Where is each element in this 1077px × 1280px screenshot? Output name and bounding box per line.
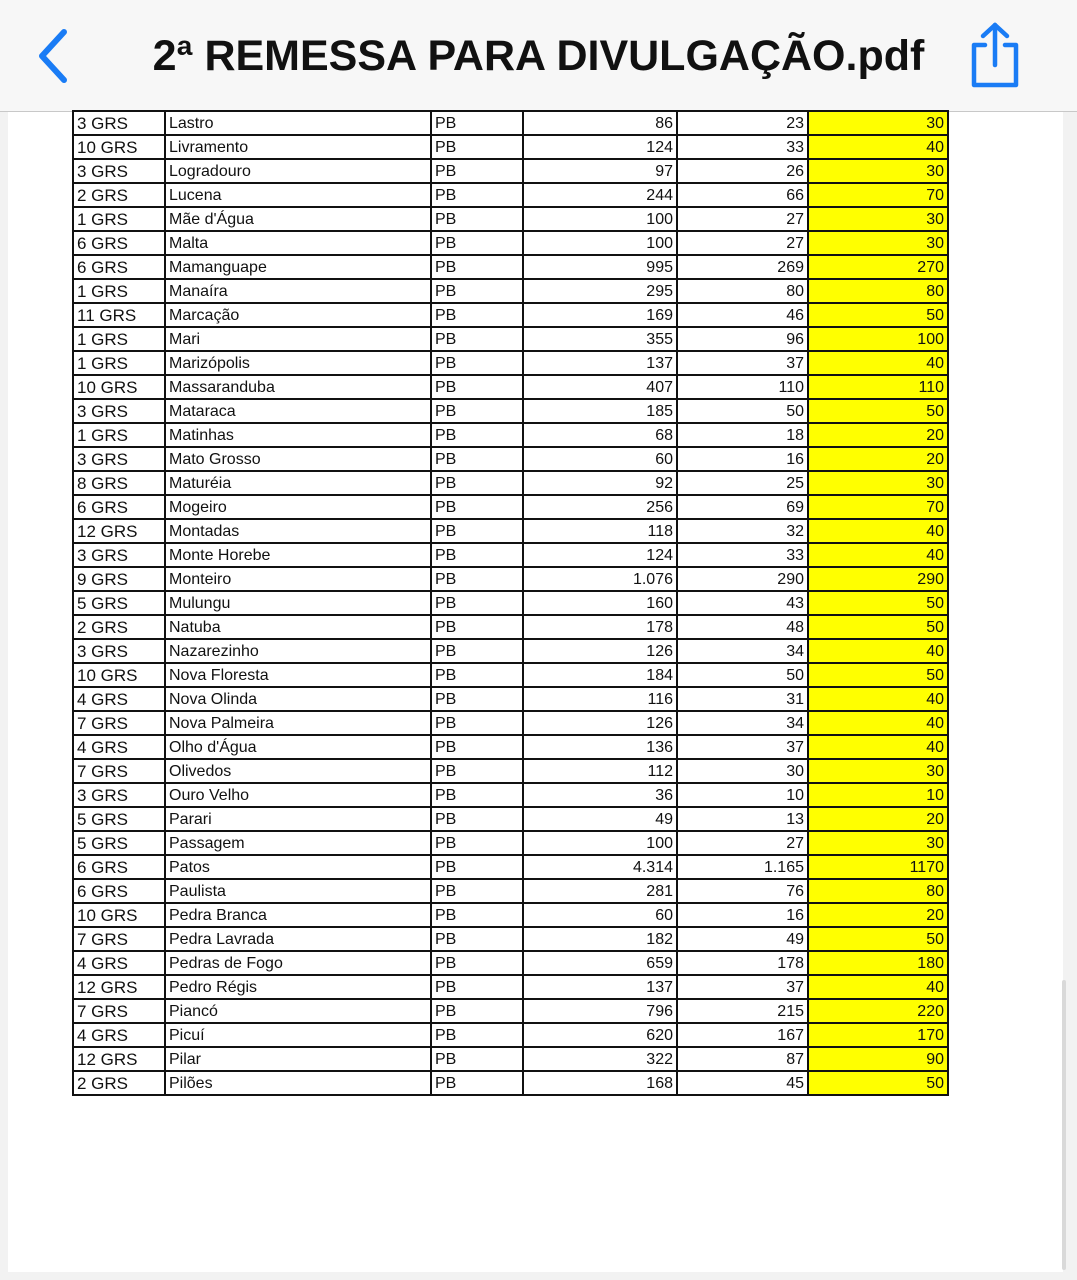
state-cell: PB: [431, 135, 523, 159]
allocated-cell: 40: [808, 687, 948, 711]
value-cell: 80: [677, 279, 808, 303]
value-cell: 37: [677, 351, 808, 375]
grs-cell: 5 GRS: [73, 831, 165, 855]
municipality-cell: Ouro Velho: [165, 783, 431, 807]
allocated-cell: 30: [808, 231, 948, 255]
state-cell: PB: [431, 183, 523, 207]
allocated-cell: 50: [808, 399, 948, 423]
grs-cell: 3 GRS: [73, 543, 165, 567]
grs-cell: 3 GRS: [73, 447, 165, 471]
municipality-cell: Piancó: [165, 999, 431, 1023]
value-cell: 295: [523, 279, 677, 303]
state-cell: PB: [431, 447, 523, 471]
allocated-cell: 50: [808, 615, 948, 639]
value-cell: 620: [523, 1023, 677, 1047]
state-cell: PB: [431, 903, 523, 927]
value-cell: 60: [523, 903, 677, 927]
value-cell: 16: [677, 903, 808, 927]
allocated-cell: 170: [808, 1023, 948, 1047]
municipality-cell: Logradouro: [165, 159, 431, 183]
grs-cell: 6 GRS: [73, 495, 165, 519]
value-cell: 137: [523, 351, 677, 375]
value-cell: 124: [523, 543, 677, 567]
table-row: [73, 303, 948, 327]
state-cell: PB: [431, 855, 523, 879]
table-row: [73, 879, 948, 903]
state-cell: PB: [431, 807, 523, 831]
value-cell: 1.165: [677, 855, 808, 879]
municipality-cell: Monteiro: [165, 567, 431, 591]
municipality-cell: Lucena: [165, 183, 431, 207]
table-row: [73, 927, 948, 951]
value-cell: 169: [523, 303, 677, 327]
table-row: [73, 159, 948, 183]
table-row: [73, 447, 948, 471]
value-cell: 26: [677, 159, 808, 183]
state-cell: PB: [431, 1023, 523, 1047]
municipality-cell: Pedra Branca: [165, 903, 431, 927]
allocated-cell: 40: [808, 351, 948, 375]
table-row: [73, 471, 948, 495]
value-cell: 34: [677, 639, 808, 663]
value-cell: 87: [677, 1047, 808, 1071]
state-cell: PB: [431, 951, 523, 975]
municipality-cell: Matinhas: [165, 423, 431, 447]
pdf-page[interactable]: [8, 112, 1063, 1272]
value-cell: 27: [677, 831, 808, 855]
table-row: [73, 543, 948, 567]
municipality-cell: Malta: [165, 231, 431, 255]
grs-cell: 4 GRS: [73, 735, 165, 759]
table-row: [73, 591, 948, 615]
allocated-cell: 20: [808, 807, 948, 831]
value-cell: 116: [523, 687, 677, 711]
value-cell: 118: [523, 519, 677, 543]
grs-cell: 12 GRS: [73, 519, 165, 543]
municipality-cell: Mari: [165, 327, 431, 351]
state-cell: PB: [431, 687, 523, 711]
municipality-cell: Mogeiro: [165, 495, 431, 519]
value-cell: 178: [523, 615, 677, 639]
grs-cell: 1 GRS: [73, 423, 165, 447]
value-cell: 66: [677, 183, 808, 207]
municipality-cell: Mulungu: [165, 591, 431, 615]
table-row: [73, 903, 948, 927]
allocated-cell: 50: [808, 303, 948, 327]
allocation-table: [72, 110, 949, 1096]
municipality-cell: Maturéia: [165, 471, 431, 495]
allocated-cell: 20: [808, 447, 948, 471]
value-cell: 13: [677, 807, 808, 831]
municipality-cell: Pilar: [165, 1047, 431, 1071]
value-cell: 184: [523, 663, 677, 687]
table-row: [73, 231, 948, 255]
share-button[interactable]: [962, 18, 1028, 94]
allocated-cell: 30: [808, 159, 948, 183]
allocated-cell: 90: [808, 1047, 948, 1071]
value-cell: 124: [523, 135, 677, 159]
value-cell: 322: [523, 1047, 677, 1071]
allocated-cell: 40: [808, 543, 948, 567]
grs-cell: 4 GRS: [73, 1023, 165, 1047]
state-cell: PB: [431, 591, 523, 615]
value-cell: 16: [677, 447, 808, 471]
value-cell: 27: [677, 231, 808, 255]
share-icon: [966, 21, 1024, 91]
state-cell: PB: [431, 615, 523, 639]
table-row: [73, 975, 948, 999]
allocated-cell: 1170: [808, 855, 948, 879]
value-cell: 290: [677, 567, 808, 591]
value-cell: 33: [677, 135, 808, 159]
municipality-cell: Monte Horebe: [165, 543, 431, 567]
allocated-cell: 50: [808, 927, 948, 951]
value-cell: 167: [677, 1023, 808, 1047]
value-cell: 995: [523, 255, 677, 279]
municipality-cell: Manaíra: [165, 279, 431, 303]
value-cell: 100: [523, 207, 677, 231]
allocated-cell: 40: [808, 639, 948, 663]
state-cell: PB: [431, 735, 523, 759]
value-cell: 49: [677, 927, 808, 951]
grs-cell: 1 GRS: [73, 327, 165, 351]
allocated-cell: 30: [808, 111, 948, 135]
state-cell: PB: [431, 255, 523, 279]
value-cell: 36: [523, 783, 677, 807]
allocated-cell: 30: [808, 759, 948, 783]
municipality-cell: Lastro: [165, 111, 431, 135]
allocated-cell: 40: [808, 135, 948, 159]
grs-cell: 1 GRS: [73, 351, 165, 375]
grs-cell: 5 GRS: [73, 807, 165, 831]
state-cell: PB: [431, 471, 523, 495]
value-cell: 110: [677, 375, 808, 399]
value-cell: 31: [677, 687, 808, 711]
value-cell: 659: [523, 951, 677, 975]
value-cell: 37: [677, 735, 808, 759]
municipality-cell: Pedro Régis: [165, 975, 431, 999]
state-cell: PB: [431, 207, 523, 231]
municipality-cell: Natuba: [165, 615, 431, 639]
grs-cell: 7 GRS: [73, 927, 165, 951]
table-row: [73, 399, 948, 423]
table-row: [73, 783, 948, 807]
state-cell: PB: [431, 759, 523, 783]
value-cell: 92: [523, 471, 677, 495]
value-cell: 46: [677, 303, 808, 327]
grs-cell: 7 GRS: [73, 999, 165, 1023]
table-row: [73, 687, 948, 711]
grs-cell: 6 GRS: [73, 255, 165, 279]
allocated-cell: 50: [808, 591, 948, 615]
municipality-cell: Mamanguape: [165, 255, 431, 279]
value-cell: 4.314: [523, 855, 677, 879]
grs-cell: 1 GRS: [73, 279, 165, 303]
grs-cell: 7 GRS: [73, 711, 165, 735]
navigation-bar: [0, 0, 1077, 112]
value-cell: 34: [677, 711, 808, 735]
value-cell: 168: [523, 1071, 677, 1095]
municipality-cell: Pedras de Fogo: [165, 951, 431, 975]
value-cell: 76: [677, 879, 808, 903]
table-row: [73, 183, 948, 207]
chevron-left-icon: [34, 26, 74, 86]
table-row: [73, 615, 948, 639]
value-cell: 137: [523, 975, 677, 999]
municipality-cell: Nova Olinda: [165, 687, 431, 711]
table-row: [73, 327, 948, 351]
state-cell: PB: [431, 279, 523, 303]
table-row: [73, 951, 948, 975]
state-cell: PB: [431, 111, 523, 135]
grs-cell: 2 GRS: [73, 615, 165, 639]
allocated-cell: 30: [808, 831, 948, 855]
allocated-cell: 110: [808, 375, 948, 399]
grs-cell: 2 GRS: [73, 183, 165, 207]
grs-cell: 12 GRS: [73, 975, 165, 999]
table-row: [73, 639, 948, 663]
municipality-cell: Mataraca: [165, 399, 431, 423]
value-cell: 30: [677, 759, 808, 783]
table-row: [73, 351, 948, 375]
state-cell: PB: [431, 351, 523, 375]
municipality-cell: Patos: [165, 855, 431, 879]
grs-cell: 1 GRS: [73, 207, 165, 231]
allocated-cell: 290: [808, 567, 948, 591]
table-row: [73, 759, 948, 783]
table-row: [73, 1023, 948, 1047]
value-cell: 281: [523, 879, 677, 903]
allocated-cell: 70: [808, 183, 948, 207]
value-cell: 796: [523, 999, 677, 1023]
grs-cell: 3 GRS: [73, 111, 165, 135]
grs-cell: 8 GRS: [73, 471, 165, 495]
grs-cell: 10 GRS: [73, 135, 165, 159]
municipality-cell: Pedra Lavrada: [165, 927, 431, 951]
state-cell: PB: [431, 399, 523, 423]
grs-cell: 6 GRS: [73, 855, 165, 879]
table-row: [73, 519, 948, 543]
state-cell: PB: [431, 303, 523, 327]
allocated-cell: 100: [808, 327, 948, 351]
state-cell: PB: [431, 783, 523, 807]
municipality-cell: Livramento: [165, 135, 431, 159]
allocated-cell: 20: [808, 903, 948, 927]
value-cell: 407: [523, 375, 677, 399]
value-cell: 100: [523, 231, 677, 255]
municipality-cell: Montadas: [165, 519, 431, 543]
municipality-cell: Marcação: [165, 303, 431, 327]
value-cell: 97: [523, 159, 677, 183]
state-cell: PB: [431, 639, 523, 663]
municipality-cell: Mãe d'Água: [165, 207, 431, 231]
table-row: [73, 663, 948, 687]
value-cell: 37: [677, 975, 808, 999]
allocated-cell: 80: [808, 279, 948, 303]
value-cell: 10: [677, 783, 808, 807]
grs-cell: 10 GRS: [73, 375, 165, 399]
value-cell: 45: [677, 1071, 808, 1095]
value-cell: 178: [677, 951, 808, 975]
table-row: [73, 135, 948, 159]
value-cell: 1.076: [523, 567, 677, 591]
municipality-cell: Marizópolis: [165, 351, 431, 375]
allocated-cell: 40: [808, 975, 948, 999]
table-row: [73, 279, 948, 303]
value-cell: 160: [523, 591, 677, 615]
state-cell: PB: [431, 495, 523, 519]
municipality-cell: Parari: [165, 807, 431, 831]
value-cell: 136: [523, 735, 677, 759]
table-row: [73, 1047, 948, 1071]
value-cell: 96: [677, 327, 808, 351]
municipality-cell: Nazarezinho: [165, 639, 431, 663]
value-cell: 182: [523, 927, 677, 951]
municipality-cell: Paulista: [165, 879, 431, 903]
state-cell: PB: [431, 999, 523, 1023]
allocated-cell: 40: [808, 735, 948, 759]
grs-cell: 4 GRS: [73, 951, 165, 975]
value-cell: 269: [677, 255, 808, 279]
state-cell: PB: [431, 711, 523, 735]
table-row: [73, 1071, 948, 1095]
value-cell: 48: [677, 615, 808, 639]
state-cell: PB: [431, 327, 523, 351]
municipality-cell: Massaranduba: [165, 375, 431, 399]
allocated-cell: 220: [808, 999, 948, 1023]
scrollbar[interactable]: [1062, 980, 1066, 1270]
value-cell: 33: [677, 543, 808, 567]
grs-cell: 3 GRS: [73, 159, 165, 183]
value-cell: 69: [677, 495, 808, 519]
allocated-cell: 40: [808, 519, 948, 543]
state-cell: PB: [431, 519, 523, 543]
state-cell: PB: [431, 927, 523, 951]
allocated-cell: 270: [808, 255, 948, 279]
value-cell: 68: [523, 423, 677, 447]
state-cell: PB: [431, 1071, 523, 1095]
grs-cell: 6 GRS: [73, 231, 165, 255]
state-cell: PB: [431, 663, 523, 687]
grs-cell: 3 GRS: [73, 783, 165, 807]
value-cell: 256: [523, 495, 677, 519]
table-row: [73, 855, 948, 879]
allocated-cell: 20: [808, 423, 948, 447]
grs-cell: 6 GRS: [73, 879, 165, 903]
state-cell: PB: [431, 975, 523, 999]
table-row: [73, 207, 948, 231]
table-row: [73, 375, 948, 399]
value-cell: 86: [523, 111, 677, 135]
value-cell: 49: [523, 807, 677, 831]
document-title: 2ª REMESSA PARA DIVULGAÇÃO.pdf: [152, 32, 925, 80]
table-row: [73, 735, 948, 759]
grs-cell: 2 GRS: [73, 1071, 165, 1095]
value-cell: 355: [523, 327, 677, 351]
allocated-cell: 10: [808, 783, 948, 807]
allocated-cell: 30: [808, 207, 948, 231]
value-cell: 23: [677, 111, 808, 135]
municipality-cell: Olho d'Água: [165, 735, 431, 759]
value-cell: 185: [523, 399, 677, 423]
municipality-cell: Passagem: [165, 831, 431, 855]
table-row: [73, 831, 948, 855]
value-cell: 126: [523, 711, 677, 735]
grs-cell: 4 GRS: [73, 687, 165, 711]
value-cell: 215: [677, 999, 808, 1023]
grs-cell: 3 GRS: [73, 399, 165, 423]
value-cell: 50: [677, 399, 808, 423]
grs-cell: 10 GRS: [73, 663, 165, 687]
state-cell: PB: [431, 879, 523, 903]
allocated-cell: 180: [808, 951, 948, 975]
allocated-cell: 50: [808, 1071, 948, 1095]
grs-cell: 11 GRS: [73, 303, 165, 327]
allocated-cell: 80: [808, 879, 948, 903]
municipality-cell: Mato Grosso: [165, 447, 431, 471]
value-cell: 32: [677, 519, 808, 543]
state-cell: PB: [431, 543, 523, 567]
grs-cell: 10 GRS: [73, 903, 165, 927]
value-cell: 112: [523, 759, 677, 783]
allocated-cell: 40: [808, 711, 948, 735]
table-row: [73, 495, 948, 519]
table-row: [73, 423, 948, 447]
table-row: [73, 567, 948, 591]
value-cell: 27: [677, 207, 808, 231]
state-cell: PB: [431, 375, 523, 399]
grs-cell: 7 GRS: [73, 759, 165, 783]
grs-cell: 9 GRS: [73, 567, 165, 591]
value-cell: 126: [523, 639, 677, 663]
allocated-cell: 70: [808, 495, 948, 519]
value-cell: 43: [677, 591, 808, 615]
state-cell: PB: [431, 231, 523, 255]
value-cell: 18: [677, 423, 808, 447]
grs-cell: 5 GRS: [73, 591, 165, 615]
state-cell: PB: [431, 423, 523, 447]
value-cell: 60: [523, 447, 677, 471]
value-cell: 100: [523, 831, 677, 855]
allocated-cell: 50: [808, 663, 948, 687]
table-row: [73, 111, 948, 135]
table-row: [73, 255, 948, 279]
grs-cell: 12 GRS: [73, 1047, 165, 1071]
municipality-cell: Pilões: [165, 1071, 431, 1095]
value-cell: 50: [677, 663, 808, 687]
municipality-cell: Picuí: [165, 1023, 431, 1047]
municipality-cell: Nova Floresta: [165, 663, 431, 687]
state-cell: PB: [431, 831, 523, 855]
back-button[interactable]: [24, 24, 84, 88]
allocated-cell: 30: [808, 471, 948, 495]
table-row: [73, 711, 948, 735]
municipality-cell: Olivedos: [165, 759, 431, 783]
value-cell: 244: [523, 183, 677, 207]
municipality-cell: Nova Palmeira: [165, 711, 431, 735]
table-row: [73, 999, 948, 1023]
table-row: [73, 807, 948, 831]
grs-cell: 3 GRS: [73, 639, 165, 663]
state-cell: PB: [431, 159, 523, 183]
state-cell: PB: [431, 1047, 523, 1071]
state-cell: PB: [431, 567, 523, 591]
value-cell: 25: [677, 471, 808, 495]
